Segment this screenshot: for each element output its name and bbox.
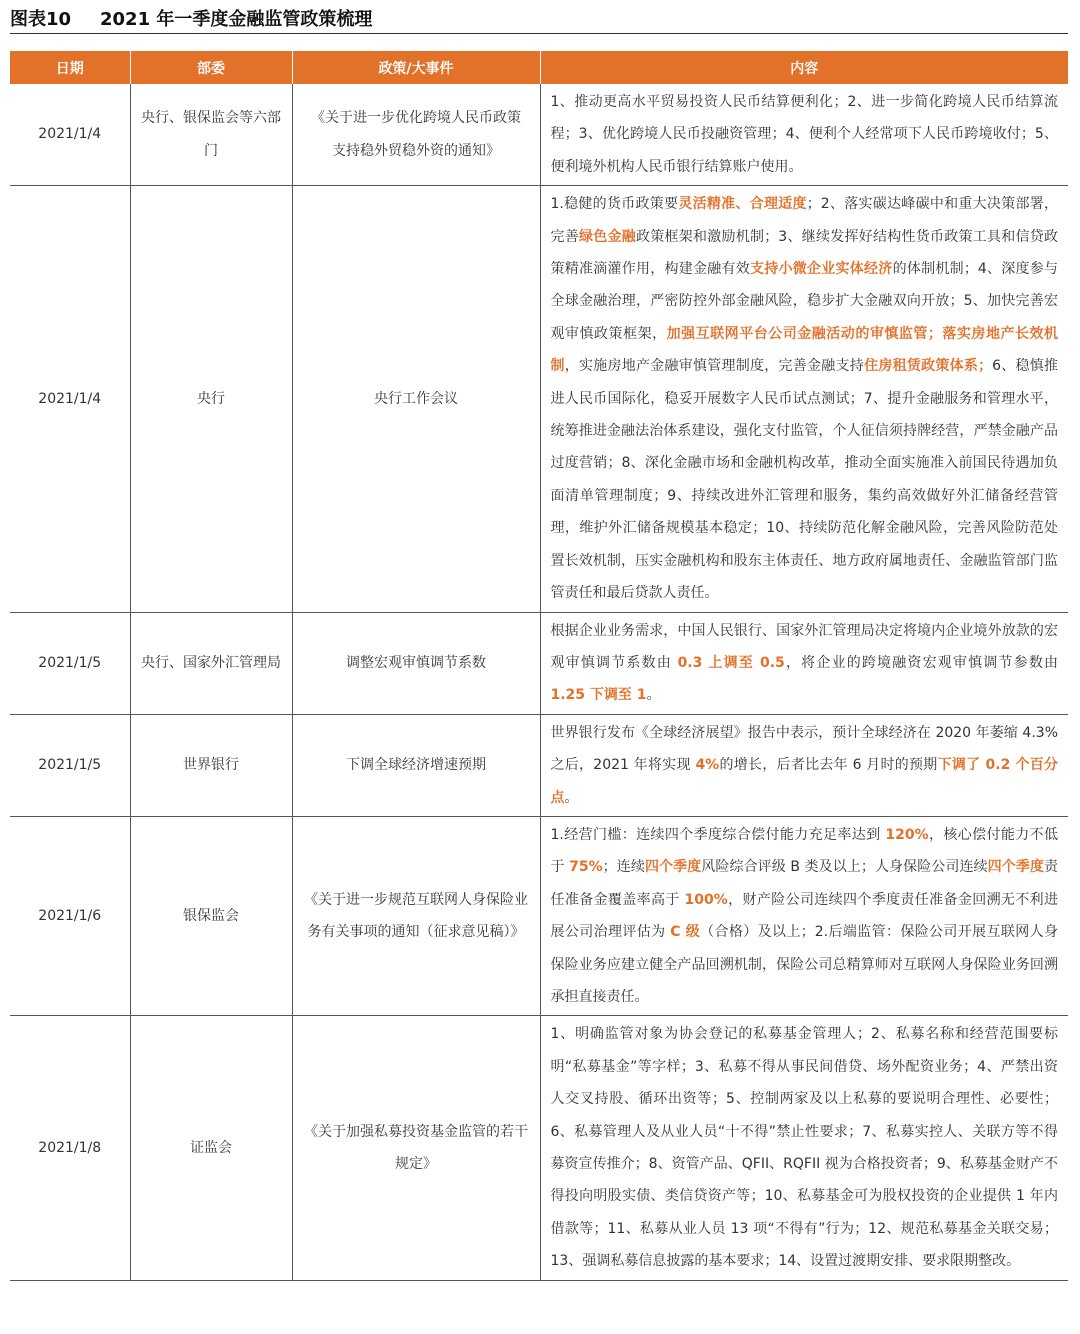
highlight-text: 100% [684, 891, 728, 908]
content-text: ，将企业的跨境融资宏观审慎调节参数由 [784, 654, 1059, 671]
content-text: 1、推动更高水平贸易投资人民币结算便利化；2、进一步简化跨境人民币结算流程；3、优化跨境人民币投融资管理；4、便利个人经常项下人民币跨境收付；5、便利境外机构人民币银行结算账户使用。 [550, 94, 1058, 175]
cell-event: 《关于加强私募投资基金监管的若干规定》 [292, 1016, 540, 1280]
highlight-text: 下调了 0.2 个百分点 [550, 757, 1058, 806]
figure-title: 2021 年一季度金融监管政策梳理 [100, 9, 373, 30]
cell-department: 央行、国家外汇管理局 [130, 612, 292, 714]
header-content: 内容 [540, 51, 1068, 84]
content-text: ，财产险公司连续四个季度责任准备金回溯无不利进展公司治理评估为 [550, 891, 1059, 941]
cell-date: 2021/1/5 [10, 612, 130, 714]
cell-department: 银保监会 [130, 816, 292, 1015]
table-row [10, 612, 1068, 714]
content-text: ；2、落实碳达峰碳中和重大决策部署，完善 [550, 196, 1059, 245]
title-divider [10, 33, 1068, 34]
content-text: 政策框架和激励机制；3、继续发挥好结构性货币政策工具和信贷政策精准滴灌作用，构建金融有效 [550, 228, 1059, 278]
content-text: 风险综合评级 B 类及以上；人身保险公司连续 [701, 859, 988, 876]
content-text: 的增长，后者比去年 6 月时的预期 [719, 757, 938, 774]
cell-event: 央行工作会议 [292, 186, 540, 612]
table-row [10, 84, 1068, 186]
cell-event: 《关于进一步优化跨境人民币政策 支持稳外贸稳外资的通知》 [292, 84, 540, 186]
content-text: ，核心偿付能力不低于 [550, 826, 1058, 876]
table-row [10, 186, 1068, 612]
highlight-text: 住房租赁政策体系； [864, 358, 993, 375]
content-text: 。 [646, 687, 661, 704]
table-row [10, 1016, 1068, 1280]
header-department: 部委 [130, 51, 292, 84]
header-date: 日期 [10, 51, 130, 84]
highlight-text: 支持小微企业实体经济 [750, 261, 893, 278]
highlight-text: 4% [695, 757, 720, 774]
highlight-text: 加强互联网平台公司金融活动的审慎监管；落实房地产长效机制 [550, 325, 1059, 375]
content-text: 1.经营门槛：连续四个季度综合偿付能力充足率达到 [550, 826, 886, 843]
cell-content [540, 714, 1068, 816]
highlight-text: 0.3 上调至 0.5 [677, 654, 785, 671]
cell-content [540, 84, 1068, 186]
content-text: 根据企业业务需求，中国人民银行、国家外汇管理局决定将境内企业境外放款的宏观审慎调节系数由 [550, 622, 1058, 671]
highlight-text: 灵活精准、合理适度 [678, 196, 807, 213]
cell-content [540, 612, 1068, 714]
highlight-text: 绿色金融 [579, 228, 637, 245]
content-text: ；连续 [602, 859, 645, 876]
cell-department: 央行、银保监会等六部门 [130, 84, 292, 186]
cell-date: 2021/1/8 [10, 1016, 130, 1280]
content-text: 1.稳健的货币政策要 [550, 196, 679, 213]
cell-department: 世界银行 [130, 714, 292, 816]
content-text: 1、明确监管对象为协会登记的私募基金管理人；2、私募名称和经营范围要标明“私募基金”等字样；3、私募不得从事民间借贷、场外配资业务；4、严禁出资人交叉持股、循环出资等；5、控制两家及以上私募的要说明合理性、必要性；6、私募管理人及从业人员“十不得”禁止性要求；7、私募实控人、关联方等不得募资宣传推介；8、资管产品、QFII、RQFII 视为合格投资者；9、私募基金财产不得投向明股实债、类信贷资产等；10、私募基金可为股权投资的企业提供 1 年内借款等；11、私募从业人员 13 项“不得有”行为；12、规范私募基金关联交易；13、强调私募信息披露的基本要求；14、设置过渡期安排、要求限期整改。 [550, 1026, 1058, 1270]
content-text: 6、稳慎推进人民币国际化，稳妥开展数字人民币试点测试；7、提升金融服务和管理水平，统筹推进金融法治体系建设，强化支付监管，个人征信须持牌经营，严禁金融产品过度营销；8、深化金融市场和金融机构改革，推动全面实施准入前国民待遇加负面清单管理制度；9、持续改进外汇管理和服务，集约高效做好外汇储备经营管理，维护外汇储备规模基本稳定；10、持续防范化解金融风险，完善风险防范处置长效机制，压实金融机构和股东主体责任、地方政府属地责任、金融监管部门监管责任和最后贷款人责任。 [550, 358, 1059, 602]
content-text: 责任准备金覆盖率高于 [550, 859, 1059, 908]
content-text: （合格）及以上；2.后端监管：保险公司开展互联网人身保险业务应建立健全产品回溯机制，保险公司总精算师对互联网人身保险业务回溯承担直接责任。 [550, 924, 1059, 1005]
content-text: 世界银行发布《全球经济展望》报告中表示，预计全球经济在 2020 年萎缩 4.3%之后，2021 年将实现 [550, 724, 1058, 774]
highlight-text: 75% [569, 859, 603, 876]
table-row [10, 816, 1068, 1015]
highlight-text: 四个季度 [644, 859, 702, 876]
figure-title-row [10, 6, 1068, 34]
table-row [10, 714, 1068, 816]
content-text: 。 [564, 789, 579, 806]
cell-event: 下调全球经济增速预期 [292, 714, 540, 816]
cell-content [540, 186, 1068, 612]
cell-content [540, 1016, 1068, 1280]
cell-department: 证监会 [130, 1016, 292, 1280]
cell-date: 2021/1/4 [10, 186, 130, 612]
highlight-text: 四个季度 [987, 859, 1045, 876]
cell-date: 2021/1/5 [10, 714, 130, 816]
header-event: 政策/大事件 [292, 51, 540, 84]
cell-date: 2021/1/6 [10, 816, 130, 1015]
table-header-row [10, 51, 1068, 84]
highlight-text: C 级 [670, 924, 701, 941]
cell-date: 2021/1/4 [10, 84, 130, 186]
cell-content [540, 816, 1068, 1015]
policy-table [10, 51, 1068, 1281]
cell-event: 调整宏观审慎调节系数 [292, 612, 540, 714]
cell-department: 央行 [130, 186, 292, 612]
highlight-text: 120% [885, 826, 929, 843]
content-text: 的体制机制；4、深度参与全球金融治理，严密防控外部金融风险，稳步扩大金融双向开放；5、加快完善宏观审慎政策框架， [550, 261, 1058, 342]
content-text: ，实施房地产金融审慎管理制度，完善金融支持 [564, 358, 865, 375]
figure-label: 图表10 [10, 9, 72, 30]
cell-event: 《关于进一步规范互联网人身保险业务有关事项的通知（征求意见稿）》 [292, 816, 540, 1015]
highlight-text: 1.25 下调至 1 [550, 687, 647, 704]
